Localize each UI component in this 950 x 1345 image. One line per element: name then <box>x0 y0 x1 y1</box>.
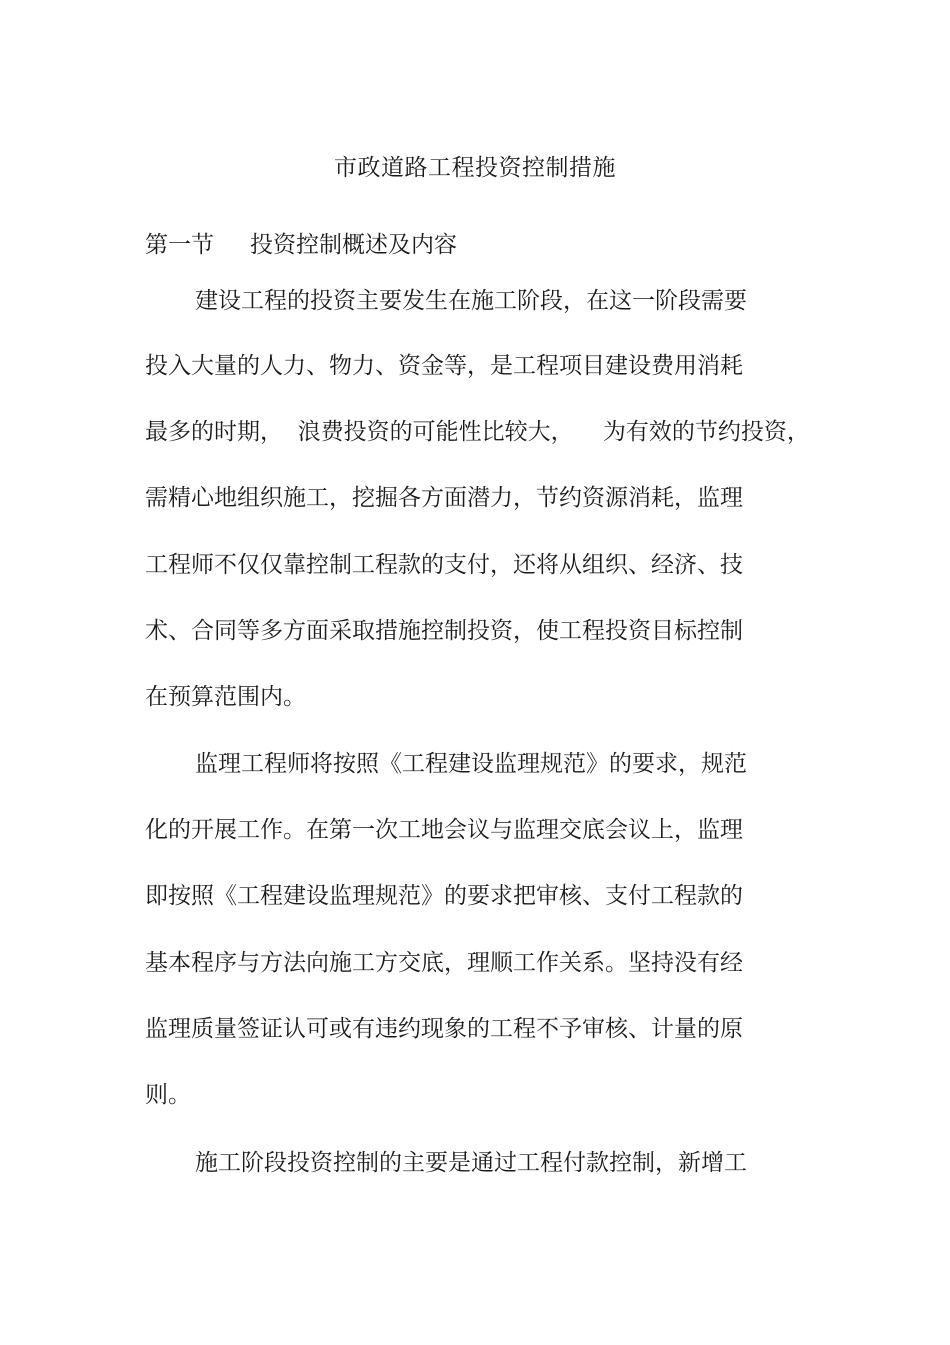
section-title: 投资控制概述及内容 <box>250 232 457 258</box>
paragraph-1-line-3: 最多的时期， 浪费投资的可能性比较大， 为有效的节约投资， <box>145 419 810 445</box>
section-heading <box>145 227 457 263</box>
section-number: 第一节 <box>145 232 214 258</box>
paragraph-1-line-6: 术、合同等多方面采取措施控制投资，使工程投资目标控制 <box>145 618 743 644</box>
document-title: 市政道路工程投资控制措施 <box>334 155 616 181</box>
paragraph-1-line-1: 建设工程的投资主要发生在施工阶段，在这一阶段需要 <box>195 288 747 314</box>
paragraph-1-line-2: 投入大量的人力、物力、资金等，是工程项目建设费用消耗 <box>145 353 743 379</box>
paragraph-1-line-4: 需精心地组织施工，挖掘各方面潜力，节约资源消耗，监理 <box>145 485 743 511</box>
paragraph-3-line-1: 施工阶段投资控制的主要是通过工程付款控制，新增工 <box>195 1150 747 1176</box>
paragraph-2-line-2: 化的开展工作。在第一次工地会议与监理交底会议上，监理 <box>145 817 743 843</box>
paragraph-1-line-7: 在预算范围内。 <box>145 684 306 710</box>
paragraph-2-line-4: 基本程序与方法向施工方交底，理顺工作关系。坚持没有经 <box>145 950 743 976</box>
paragraph-1-line-5: 工程师不仅仅靠控制工程款的支付，还将从组织、经济、技 <box>145 552 743 578</box>
paragraph-2-line-6: 则。 <box>145 1082 191 1108</box>
paragraph-2-line-1: 监理工程师将按照《工程建设监理规范》的要求，规范 <box>195 751 747 777</box>
paragraph-2-line-5: 监理质量签证认可或有违约现象的工程不予审核、计量的原 <box>145 1016 743 1042</box>
paragraph-2-line-3: 即按照《工程建设监理规范》的要求把审核、支付工程款的 <box>145 883 743 909</box>
